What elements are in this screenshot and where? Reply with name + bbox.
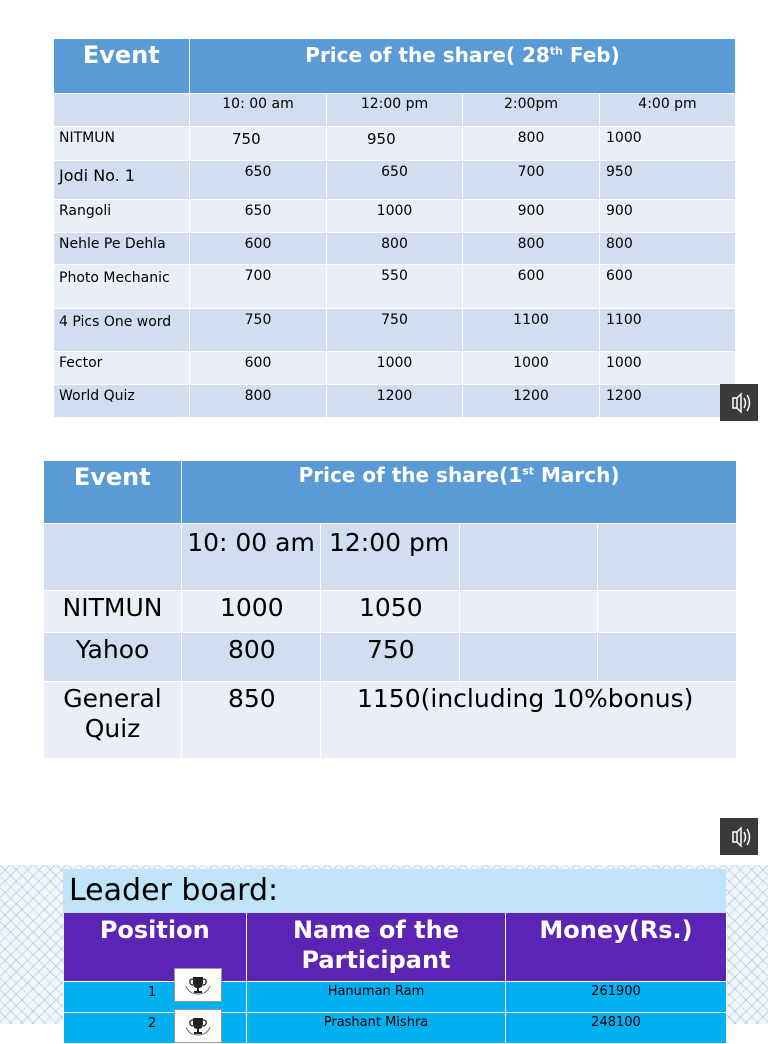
value-cell: 750	[190, 309, 327, 352]
event-name: Jodi No. 1	[54, 161, 190, 200]
value-cell: 800	[463, 233, 600, 265]
participant-name: Prashant Mishra	[247, 1013, 506, 1044]
value-cell: 1100	[600, 309, 736, 352]
value-cell: 1100	[463, 309, 600, 352]
value-cell: 1000	[327, 352, 463, 385]
time-row	[54, 94, 736, 127]
position-cell	[64, 1013, 247, 1044]
value-cell: 1200	[327, 385, 463, 418]
value-cell: 1050	[321, 591, 460, 633]
time-cell: 10: 00 am	[190, 94, 327, 127]
value-cell: 950	[327, 127, 463, 161]
value-cell: 1000	[182, 591, 321, 633]
table-row	[44, 633, 737, 682]
value-cell: 900	[600, 200, 736, 233]
time-cell: 12:00 pm	[321, 524, 460, 591]
event-name: Photo Mechanic	[54, 265, 190, 309]
table-row	[54, 309, 736, 352]
value-cell: 650	[190, 200, 327, 233]
table-row	[64, 982, 727, 1013]
participant-name: Hanuman Ram	[247, 982, 506, 1013]
value-cell: 1200	[463, 385, 600, 418]
leaderboard-table	[63, 913, 727, 1044]
money-value: 261900	[506, 982, 727, 1013]
event-name: Rangoli	[54, 200, 190, 233]
value-cell: 800	[190, 385, 327, 418]
table-row	[44, 591, 737, 633]
price-header: Price of the share(1st March)	[182, 461, 737, 524]
table-row	[44, 682, 737, 759]
value-cell: 700	[463, 161, 600, 200]
value-cell: 800	[327, 233, 463, 265]
value-cell: 900	[463, 200, 600, 233]
trophy-icon	[174, 968, 222, 1002]
time-cell: 4:00 pm	[600, 94, 736, 127]
event-name: World Quiz	[54, 385, 190, 418]
table-row	[54, 161, 736, 200]
trophy-icon	[174, 1009, 222, 1043]
value-cell: 850	[182, 682, 321, 759]
event-name: NITMUN	[54, 127, 190, 161]
event-name: Yahoo	[44, 633, 182, 682]
value-cell: 750	[327, 309, 463, 352]
blank-cell	[460, 633, 598, 682]
value-cell: 1150(including 10%bonus)	[321, 682, 737, 759]
money-header: Money(Rs.)	[506, 913, 727, 982]
time-row	[44, 524, 737, 591]
name-header: Name of the Participant	[247, 913, 506, 982]
event-name: 4 Pics One word	[54, 309, 190, 352]
value-cell: 800	[600, 233, 736, 265]
position-cell	[64, 982, 247, 1013]
value-cell: 1000	[327, 200, 463, 233]
speaker-icon[interactable]	[720, 818, 758, 855]
event-name: NITMUN	[44, 591, 182, 633]
event-header: Event	[54, 39, 190, 94]
table-row	[54, 385, 736, 418]
value-cell: 700	[190, 265, 327, 309]
blank-cell	[54, 94, 190, 127]
table-row	[54, 265, 736, 309]
event-header: Event	[44, 461, 182, 524]
table-row	[54, 200, 736, 233]
table-row	[64, 1013, 727, 1044]
value-cell: 800	[182, 633, 321, 682]
value-cell: 550	[327, 265, 463, 309]
value-cell: 650	[327, 161, 463, 200]
value-cell: 600	[600, 265, 736, 309]
value-cell: 600	[190, 233, 327, 265]
share-price-table-28-feb	[53, 39, 736, 418]
table-row	[54, 127, 736, 161]
blank-cell	[460, 591, 598, 633]
price-header: Price of the share( 28th Feb)	[190, 39, 736, 94]
position-header: Position	[64, 913, 247, 982]
position-number: 1	[148, 985, 157, 1000]
table-row	[54, 233, 736, 265]
share-price-table-1-march	[43, 461, 737, 759]
value-cell: 1000	[463, 352, 600, 385]
value-cell: 750	[321, 633, 460, 682]
value-cell: 1000	[600, 352, 736, 385]
leaderboard-title: Leader board:	[63, 869, 726, 913]
money-value: 248100	[506, 1013, 727, 1044]
blank-cell	[598, 633, 737, 682]
position-number: 2	[148, 1016, 157, 1031]
event-name: General Quiz	[44, 682, 182, 759]
value-cell: 600	[463, 265, 600, 309]
speaker-icon[interactable]	[720, 384, 758, 421]
value-cell: 800	[463, 127, 600, 161]
value-cell: 1200	[600, 385, 736, 418]
blank-cell	[598, 524, 737, 591]
blank-cell	[598, 591, 737, 633]
value-cell: 600	[190, 352, 327, 385]
value-cell: 1000	[600, 127, 736, 161]
table-row	[54, 352, 736, 385]
value-cell: 950	[600, 161, 736, 200]
time-cell: 10: 00 am	[182, 524, 321, 591]
time-cell: 12:00 pm	[327, 94, 463, 127]
value-cell: 650	[190, 161, 327, 200]
event-name: Nehle Pe Dehla	[54, 233, 190, 265]
value-cell: 750	[190, 127, 327, 161]
time-cell: 2:00pm	[463, 94, 600, 127]
blank-cell	[460, 524, 598, 591]
blank-cell	[44, 524, 182, 591]
event-name: Fector	[54, 352, 190, 385]
